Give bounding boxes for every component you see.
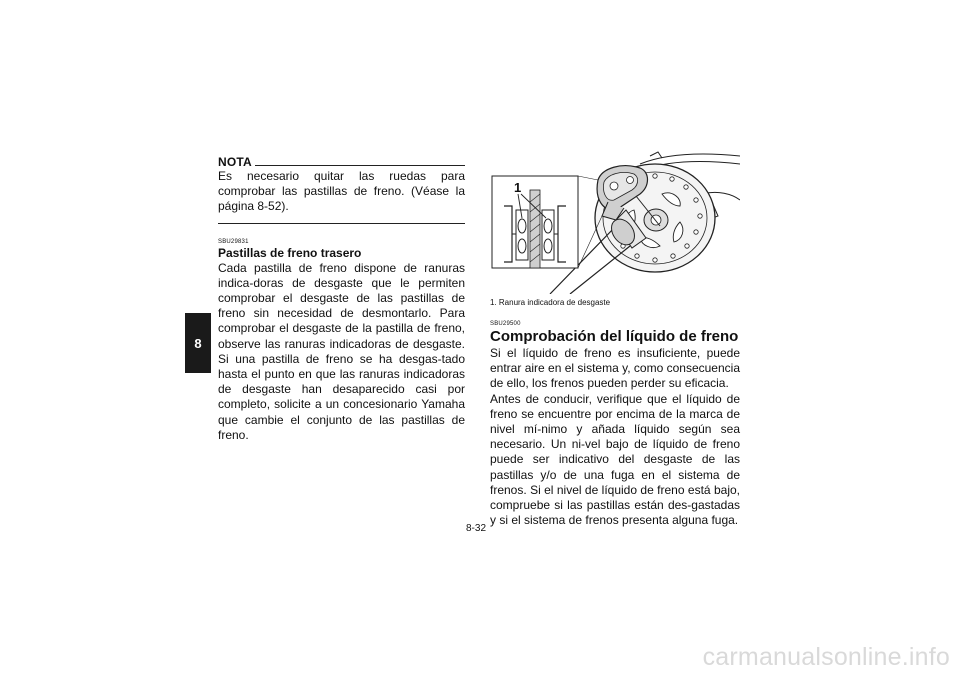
page-number: 8-32 bbox=[466, 523, 487, 534]
note-text: Es necesario quitar las ruedas para comprobar las pastillas de freno. (Véase la página 8-52). bbox=[218, 169, 465, 214]
left-column bbox=[218, 154, 465, 443]
chapter-tab: 8 bbox=[185, 313, 211, 373]
note-header bbox=[218, 154, 465, 168]
section-code: SBU29500 bbox=[490, 321, 521, 327]
note-rule bbox=[255, 165, 465, 166]
figure-caption: 1. Ranura indicadora de desgaste bbox=[490, 298, 611, 307]
watermark: carmanualsonline.info bbox=[702, 643, 950, 671]
right-column bbox=[490, 150, 740, 528]
figure-callout-number: 1 bbox=[514, 180, 522, 195]
section-code: SBU29831 bbox=[218, 238, 249, 245]
section-body: Cada pastilla de freno dispone de ranuras indica-doras de desgaste que le permiten comprobar el desgaste de las pastillas de freno sin necesidad de desmontarlo. Para comprobar el desgaste de la pastilla de freno, observe las ranuras indicadoras de desgaste. Si una pastilla de freno se ha desgas-tado hasta el punto en que las ranuras indicadoras de desgaste han desaparecido casi por completo, solicite a un concesionario Yamaha que cambie el conjunto de las pastillas de freno. bbox=[218, 260, 465, 442]
brake-caliper-illustration bbox=[490, 150, 740, 294]
section-heading: Comprobación del líquido de freno bbox=[490, 328, 739, 345]
brake-pad-figure bbox=[490, 150, 740, 294]
section-heading: Pastillas de freno trasero bbox=[218, 245, 362, 260]
section-paragraph: Si el líquido de freno es insuficiente, puede entrar aire en el sistema y, como consecuencia de ello, los frenos pueden perder su eficacia. bbox=[490, 346, 740, 391]
note-label: NOTA bbox=[218, 155, 252, 169]
section-paragraph: Antes de conducir, verifique que el líquido de freno se encuentre por encima de la marca de nivel mí-nimo y añada líquido según sea necesario. Un ni-vel bajo de líquido de freno puede ser indicativo del desgaste de las pastillas y/o de una fuga en el sistema de frenos. Si el nivel de líquido de freno está bajo, compruebe si las pastillas están des-gastadas y si el sistema de frenos presenta alguna fuga. bbox=[490, 391, 740, 528]
note-bottom-rule bbox=[218, 223, 465, 224]
